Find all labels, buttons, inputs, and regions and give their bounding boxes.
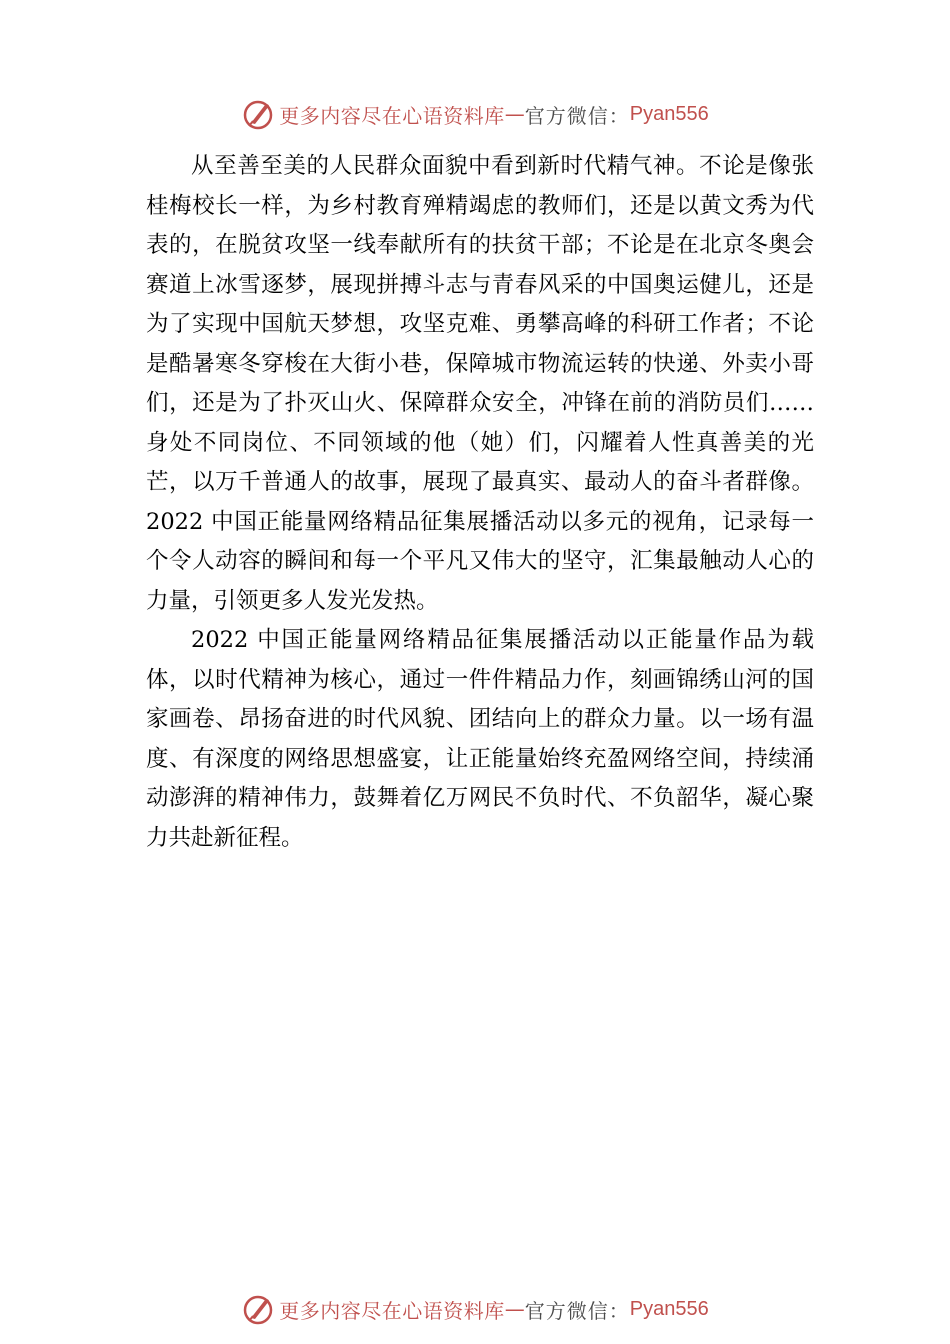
article-body bbox=[146, 147, 814, 858]
header-banner bbox=[0, 94, 950, 134]
paragraph-1: 从至善至美的人民群众面貌中看到新时代精气神。不论是像张桂梅校长一样，为乡村教育殚精竭虑的教师们，还是以黄文秀为代表的，在脱贫攻坚一线奉献所有的扶贫干部；不论是在北京冬奥会赛道上冰雪逐梦，展现拼搏斗志与青春风采的中国奥运健儿，还是为了实现中国航天梦想，攻坚克难、勇攀高峰的科研工作者；不论是酷暑寒冬穿梭在大街小巷，保障城市物流运转的快递、外卖小哥们，还是为了扑灭山火、保障群众安全，冲锋在前的消防员们……身处不同岗位、不同领域的他（她）们，闪耀着人性真善美的光芒，以万千普通人的故事，展现了最真实、最动人的奋斗者群像。2022 中国正能量网络精品征集展播活动以多元的视角，记录每一个令人动容的瞬间和每一个平凡又伟大的坚守，汇集最触动人心的力量，引领更多人发光发热。 bbox=[146, 153, 814, 614]
footer-brand-text: 更多内容尽在心语资料库 bbox=[279, 1298, 505, 1323]
quill-pen-logo-icon bbox=[241, 97, 275, 131]
footer-banner bbox=[0, 1289, 950, 1329]
header-separator: — bbox=[504, 102, 525, 126]
header-wechat-id: Pyan556 bbox=[629, 102, 709, 125]
header-brand-text: 更多内容尽在心语资料库 bbox=[279, 103, 505, 128]
header-wechat-label: 官方微信： bbox=[524, 103, 630, 128]
footer-wechat-id: Pyan556 bbox=[629, 1297, 709, 1320]
footer-separator: — bbox=[504, 1297, 525, 1321]
quill-pen-logo-icon bbox=[241, 1292, 275, 1326]
paragraph-2: 2022 中国正能量网络精品征集展播活动以正能量作品为载体，以时代精神为核心，通过一件件精品力作，刻画锦绣山河的国家画卷、昂扬奋进的时代风貌、团结向上的群众力量。以一场有温度、有深度的网络思想盛宴，让正能量始终充盈网络空间，持续涌动澎湃的精神伟力，鼓舞着亿万网民不负时代、不负韶华，凝心聚力共赴新征程。 bbox=[146, 627, 814, 851]
footer-wechat-label: 官方微信： bbox=[524, 1298, 630, 1323]
